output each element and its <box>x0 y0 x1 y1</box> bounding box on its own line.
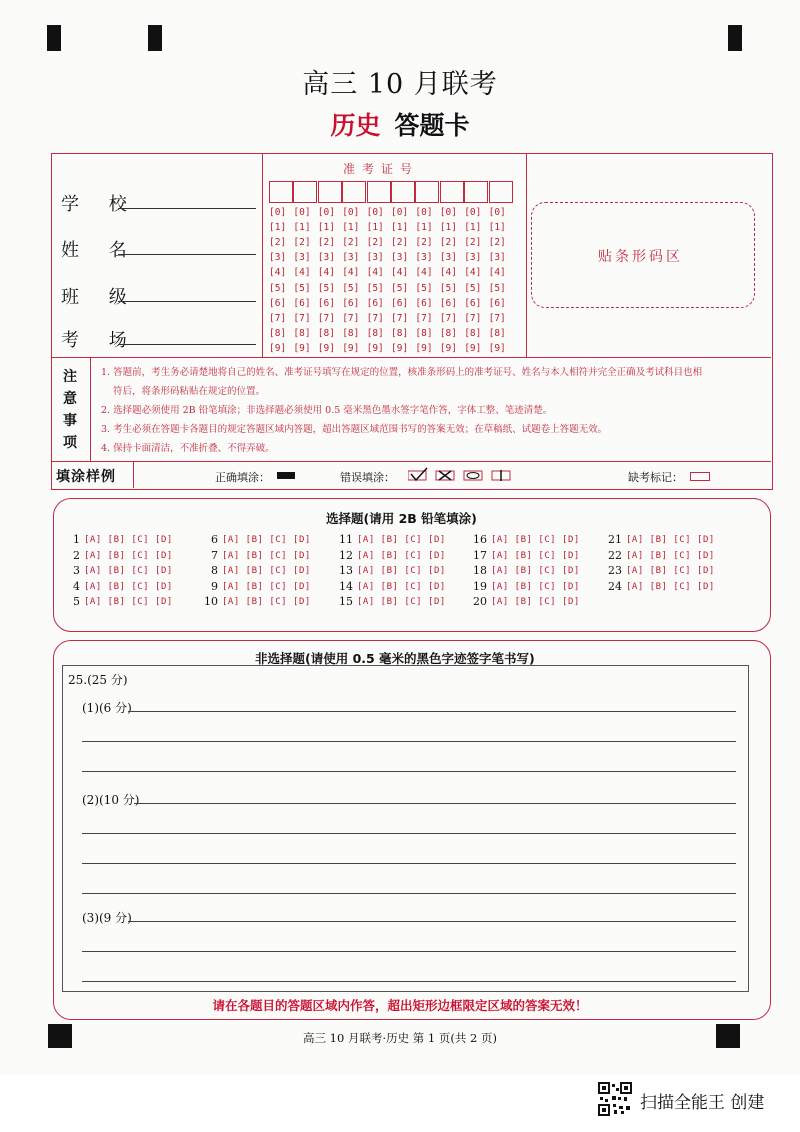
student-number-bubble[interactable]: [3] <box>439 252 457 264</box>
student-number-bubble[interactable]: [5] <box>342 282 360 294</box>
student-number-bubble[interactable]: [2] <box>488 237 506 249</box>
notes-heading-char: 注 <box>63 369 77 385</box>
answer-options[interactable]: [A] [B] [C] [D] <box>222 535 311 545</box>
student-number-bubble[interactable]: [8] <box>439 327 457 339</box>
question-number: 2 <box>73 548 80 562</box>
answer-warning: 请在各题目的答题区域内作答，超出矩形边框限定区域的答案无效！ <box>212 998 588 1013</box>
student-number-bubble[interactable]: [3] <box>415 252 433 264</box>
question-number: 20 <box>473 595 487 609</box>
student-number-bubble[interactable]: [2] <box>391 237 409 249</box>
question-number: 13 <box>339 564 353 578</box>
subject-title <box>0 106 800 142</box>
name-field[interactable] <box>118 254 256 255</box>
student-number-bubble[interactable]: [8] <box>391 327 409 339</box>
question-number: 5 <box>73 595 80 609</box>
student-number-bubble[interactable]: [7] <box>488 312 506 324</box>
student-number-bubble[interactable]: [2] <box>464 237 482 249</box>
student-number-bubble[interactable]: [6] <box>415 297 433 309</box>
student-number-bubble[interactable]: [2] <box>269 237 287 249</box>
answer-options[interactable]: [A] [B] [C] [D] <box>84 597 173 608</box>
student-number-bubble[interactable]: [3] <box>464 252 482 264</box>
question-number: 15 <box>339 595 353 609</box>
answer-options[interactable]: [A] [B] [C] [D] <box>357 535 446 545</box>
absent-label: 缺考标记： <box>628 471 683 484</box>
answer-options[interactable]: [A] [B] [C] [D] <box>222 581 311 592</box>
answer-options[interactable]: [A] [B] [C] [D] <box>491 535 580 545</box>
student-number-bubble[interactable]: [2] <box>293 237 311 249</box>
student-number-bubble[interactable]: [5] <box>415 282 433 294</box>
answer-options[interactable]: [A] [B] [C] [D] <box>84 581 173 592</box>
divider <box>51 461 771 462</box>
fill-sample-heading: 填涂样例 <box>56 469 116 485</box>
student-number-bubble[interactable]: [1] <box>342 222 360 234</box>
note-item: 2. 选择题必须使用 2B 铅笔填涂；非选择题必须使用 0.5 毫米黑色墨水签字笔作答，字体工整、笔迹清楚。 <box>101 405 553 416</box>
student-number-bubble[interactable]: [4] <box>439 267 457 279</box>
student-number-box[interactable] <box>415 181 439 203</box>
student-number-bubble[interactable]: [6] <box>391 297 409 309</box>
question-number: 3 <box>73 564 80 578</box>
question-number: 14 <box>339 579 353 593</box>
student-number-bubble[interactable]: [9] <box>366 342 384 354</box>
question-number: 18 <box>473 564 487 578</box>
answer-line[interactable] <box>82 951 736 952</box>
part-3-label: (3)(9 分) <box>82 911 132 925</box>
student-number-bubble[interactable]: [5] <box>439 282 457 294</box>
student-number-box[interactable] <box>269 181 293 203</box>
card-label: 答题卡 <box>394 111 470 140</box>
student-number-bubble[interactable]: [6] <box>269 297 287 309</box>
student-number-bubble[interactable]: [9] <box>488 342 506 354</box>
student-number-bubble[interactable]: [9] <box>391 342 409 354</box>
student-number-box[interactable] <box>391 181 415 203</box>
student-number-bubble[interactable]: [8] <box>317 327 335 339</box>
wrong-fill-marks <box>408 467 518 483</box>
answer-line[interactable] <box>82 741 736 742</box>
student-number-bubble[interactable]: [0] <box>293 207 311 218</box>
student-number-bubble[interactable]: [5] <box>366 282 384 294</box>
question-25-label: 25.(25 分) <box>68 673 128 687</box>
question-number: 23 <box>608 564 622 578</box>
student-number-bubble[interactable]: [1] <box>488 222 506 234</box>
student-number-bubble[interactable]: [5] <box>317 282 335 294</box>
notes-heading-char: 项 <box>63 435 77 451</box>
student-number-bubble[interactable]: [7] <box>464 312 482 324</box>
answer-options[interactable]: [A] [B] [C] [D] <box>84 535 173 545</box>
student-number-bubble[interactable]: [9] <box>464 342 482 354</box>
note-item: 3. 考生必须在答题卡各题目的规定答题区域内答题，超出答题区域范围书写的答案无效；在草稿纸、试题卷上答题无效。 <box>101 424 608 435</box>
question-number: 16 <box>473 533 487 546</box>
note-item: 4. 保持卡面清洁，不准折叠、不得弄破。 <box>101 443 275 454</box>
student-number-bubble[interactable]: [5] <box>293 282 311 294</box>
student-number-box[interactable] <box>318 181 342 203</box>
divider <box>133 461 134 488</box>
answer-line[interactable] <box>128 921 736 922</box>
question-number: 22 <box>608 548 622 562</box>
answer-options[interactable]: [A] [B] [C] [D] <box>491 581 580 592</box>
student-number-box[interactable] <box>464 181 488 203</box>
student-number-bubble[interactable]: [6] <box>439 297 457 309</box>
student-number-bubble[interactable]: [9] <box>269 342 287 354</box>
question-number: 21 <box>608 533 622 546</box>
student-number-bubble[interactable]: [9] <box>342 342 360 354</box>
wrong-fill-label: 错误填涂： <box>340 471 395 484</box>
student-number-bubble[interactable]: [3] <box>317 252 335 264</box>
student-number-bubble[interactable]: [2] <box>415 237 433 249</box>
class-field[interactable] <box>118 301 256 302</box>
student-number-box[interactable] <box>489 181 513 203</box>
student-number-bubble[interactable]: [4] <box>342 267 360 279</box>
divider <box>526 153 527 357</box>
question-number: 11 <box>339 533 353 546</box>
answer-line[interactable] <box>128 711 736 712</box>
question-number: 9 <box>211 579 218 593</box>
student-number-bubble[interactable]: [1] <box>269 222 287 234</box>
student-number-bubble[interactable]: [1] <box>317 222 335 234</box>
student-number-bubble[interactable]: [7] <box>366 312 384 324</box>
student-number-bubble[interactable]: [7] <box>415 312 433 324</box>
answer-options[interactable]: [A] [B] [C] [D] <box>626 535 715 545</box>
answer-line[interactable] <box>82 863 736 864</box>
student-number-bubble[interactable]: [8] <box>366 327 384 339</box>
student-number-bubble[interactable]: [2] <box>342 237 360 249</box>
student-number-box[interactable] <box>293 181 317 203</box>
answer-options[interactable]: [A] [B] [C] [D] <box>84 566 173 577</box>
question-number: 1 <box>73 533 80 546</box>
nonchoice-title: 非选择题(请使用 0.5 毫米的黑色字迹签字笔书写) <box>255 651 535 666</box>
subject-name: 历史 <box>330 111 381 140</box>
notes-heading-char: 意 <box>63 391 77 407</box>
question-number: 19 <box>473 579 487 593</box>
student-number-bubble[interactable]: [4] <box>293 267 311 279</box>
answer-options[interactable]: [A] [B] [C] [D] <box>626 566 715 577</box>
note-item: 符后，将条形码粘贴在规定的位置。 <box>113 386 266 397</box>
student-number-bubble[interactable]: [6] <box>488 297 506 309</box>
student-number-bubble[interactable]: [4] <box>317 267 335 279</box>
student-number-bubble[interactable]: [1] <box>464 222 482 234</box>
student-number-bubble[interactable]: [9] <box>415 342 433 354</box>
student-number-bubble[interactable]: [0] <box>366 207 384 218</box>
student-number-bubble[interactable]: [7] <box>439 312 457 324</box>
student-number-bubble[interactable]: [5] <box>391 282 409 294</box>
qr-code-icon <box>598 1082 632 1116</box>
student-number-box[interactable] <box>342 181 366 203</box>
divider <box>51 357 771 358</box>
student-number-bubble[interactable]: [0] <box>269 207 287 218</box>
room-label: 考 场 <box>61 330 139 351</box>
student-number-bubble[interactable]: [6] <box>464 297 482 309</box>
question-number: 17 <box>473 548 487 562</box>
student-number-bubble[interactable]: [5] <box>269 282 287 294</box>
student-number-bubble[interactable]: [2] <box>366 237 384 249</box>
room-field[interactable] <box>118 344 256 345</box>
student-number-bubble[interactable]: [0] <box>488 207 506 218</box>
student-number-bubble[interactable]: [4] <box>488 267 506 279</box>
absent-mark-box[interactable] <box>690 472 710 481</box>
student-number-bubble[interactable]: [9] <box>439 342 457 354</box>
registration-mark <box>728 25 742 51</box>
note-item: 1. 答题前，考生务必请楚地将自己的姓名、准考证号填写在规定的位置，核准条形码上的准考证号、姓名与本人相符并完全正确及考试科目也相 <box>101 367 703 378</box>
question-number: 10 <box>204 595 218 609</box>
registration-mark <box>148 25 162 51</box>
choice-title: 选择题(请用 2B 铅笔填涂) <box>326 511 477 526</box>
answer-options[interactable]: [A] [B] [C] [D] <box>626 581 715 592</box>
student-number-bubble[interactable]: [8] <box>269 327 287 339</box>
student-number-bubble[interactable]: [3] <box>269 252 287 264</box>
student-number-bubble[interactable]: [3] <box>488 252 506 264</box>
student-number-bubble[interactable]: [0] <box>439 207 457 218</box>
divider <box>262 153 263 357</box>
answer-options[interactable]: [A] [B] [C] [D] <box>357 597 446 608</box>
question-number: 6 <box>211 533 218 546</box>
student-number-bubble[interactable]: [3] <box>342 252 360 264</box>
question-number: 4 <box>73 579 80 593</box>
question-number: 24 <box>608 579 622 593</box>
student-number-bubble[interactable]: [4] <box>391 267 409 279</box>
student-number-bubble[interactable]: [7] <box>317 312 335 324</box>
answer-options[interactable]: [A] [B] [C] [D] <box>222 597 311 608</box>
student-number-bubble[interactable]: [4] <box>415 267 433 279</box>
student-number-bubble[interactable]: [6] <box>342 297 360 309</box>
student-number-bubble[interactable]: [6] <box>317 297 335 309</box>
correct-fill-label: 正确填涂： <box>215 471 270 484</box>
page-footer: 高三 10 月联考·历史 第 1 页(共 2 页) <box>303 1031 497 1045</box>
student-number-bubble[interactable]: [0] <box>464 207 482 218</box>
barcode-zone-label: 贴条形码区 <box>598 249 683 265</box>
answer-line[interactable] <box>134 803 736 804</box>
student-number-bubble[interactable]: [7] <box>293 312 311 324</box>
student-number-box[interactable] <box>440 181 464 203</box>
class-label: 班 级 <box>61 287 139 308</box>
student-number-bubble[interactable]: [8] <box>342 327 360 339</box>
answer-frame <box>62 665 749 992</box>
student-number-bubble[interactable]: [2] <box>317 237 335 249</box>
student-number-bubble[interactable]: [5] <box>488 282 506 294</box>
answer-line[interactable] <box>82 833 736 834</box>
school-field[interactable] <box>118 208 256 209</box>
student-number-bubble[interactable]: [5] <box>464 282 482 294</box>
student-number-box[interactable] <box>367 181 391 203</box>
answer-options[interactable]: [A] [B] [C] [D] <box>626 550 715 561</box>
student-number-bubble[interactable]: [1] <box>439 222 457 234</box>
answer-options[interactable]: [A] [B] [C] [D] <box>222 566 311 577</box>
name-label: 姓 名 <box>61 240 139 261</box>
question-number: 7 <box>211 548 218 562</box>
student-number-bubble[interactable]: [3] <box>366 252 384 264</box>
student-number-bubble[interactable]: [1] <box>391 222 409 234</box>
part-1-label: (1)(6 分) <box>82 701 132 715</box>
student-number-bubble[interactable]: [0] <box>415 207 433 218</box>
answer-line[interactable] <box>82 981 736 982</box>
student-number-bubble[interactable]: [0] <box>317 207 335 218</box>
student-number-bubble[interactable]: [8] <box>415 327 433 339</box>
exam-title: 高三 10 月联考 <box>302 69 498 100</box>
notes-heading-char: 事 <box>63 413 77 429</box>
watermark-text: 扫描全能王 创建 <box>640 1093 765 1113</box>
school-label: 学 校 <box>61 194 139 215</box>
question-number: 8 <box>211 564 218 578</box>
student-number-bubble[interactable]: [4] <box>366 267 384 279</box>
student-number-bubble[interactable]: [8] <box>293 327 311 339</box>
answer-options[interactable]: [A] [B] [C] [D] <box>357 581 446 592</box>
part-2-label: (2)(10 分) <box>82 793 140 807</box>
answer-options[interactable]: [A] [B] [C] [D] <box>357 550 446 561</box>
correct-fill-mark <box>277 472 295 479</box>
student-number-bubble[interactable]: [4] <box>269 267 287 279</box>
answer-line[interactable] <box>82 893 736 894</box>
answer-options[interactable]: [A] [B] [C] [D] <box>357 566 446 577</box>
student-number-bubble[interactable]: [7] <box>269 312 287 324</box>
student-number-bubble[interactable]: [7] <box>342 312 360 324</box>
answer-options[interactable]: [A] [B] [C] [D] <box>491 550 580 561</box>
student-number-bubble[interactable]: [7] <box>391 312 409 324</box>
student-number-bubble[interactable]: [6] <box>293 297 311 309</box>
student-number-bubble[interactable]: [1] <box>293 222 311 234</box>
student-number-bubble[interactable]: [2] <box>439 237 457 249</box>
student-number-bubble[interactable]: [8] <box>464 327 482 339</box>
student-number-bubble[interactable]: [1] <box>366 222 384 234</box>
student-number-bubble[interactable]: [6] <box>366 297 384 309</box>
student-number-bubble[interactable]: [3] <box>391 252 409 264</box>
student-number-bubble[interactable]: [9] <box>317 342 335 354</box>
student-number-bubble[interactable]: [4] <box>464 267 482 279</box>
student-number-bubble[interactable]: [0] <box>391 207 409 218</box>
student-number-title: 准考证号 <box>343 162 420 176</box>
question-number: 12 <box>339 548 353 562</box>
answer-options[interactable]: [A] [B] [C] [D] <box>491 566 580 577</box>
answer-line[interactable] <box>82 771 736 772</box>
student-number-bubble[interactable]: [9] <box>293 342 311 354</box>
registration-mark <box>47 25 61 51</box>
divider <box>90 357 91 461</box>
answer-options[interactable]: [A] [B] [C] [D] <box>84 550 173 561</box>
answer-options[interactable]: [A] [B] [C] [D] <box>491 597 580 608</box>
answer-options[interactable]: [A] [B] [C] [D] <box>222 550 311 561</box>
student-number-bubble[interactable]: [8] <box>488 327 506 339</box>
student-number-bubble[interactable]: [3] <box>293 252 311 264</box>
student-number-bubble[interactable]: [0] <box>342 207 360 218</box>
student-number-bubble[interactable]: [1] <box>415 222 433 234</box>
